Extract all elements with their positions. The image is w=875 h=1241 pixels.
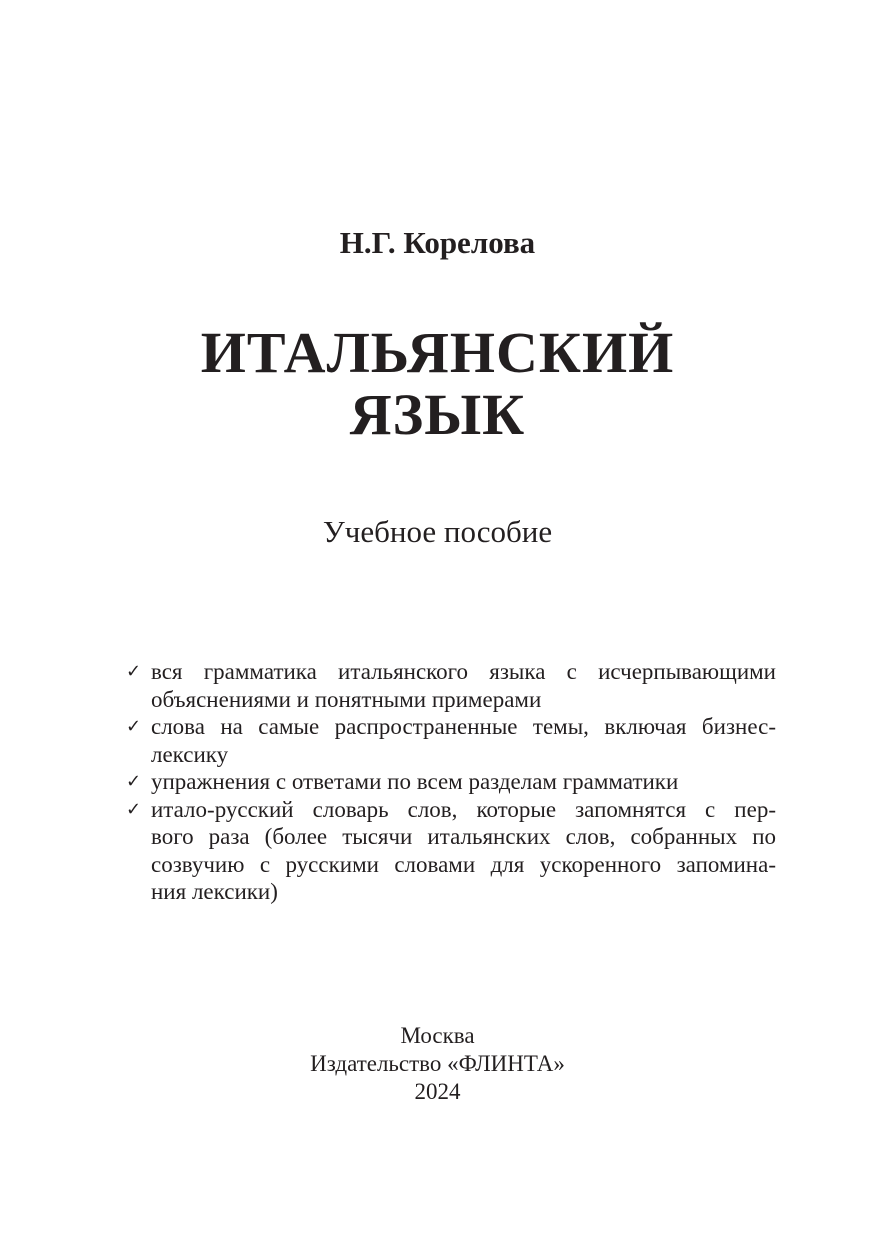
imprint xyxy=(0,1022,875,1106)
feature-text-line: слова на самые распространенные темы, включая бизнес- xyxy=(151,714,776,739)
imprint-year: 2024 xyxy=(414,1079,461,1104)
book-title-line-2: ЯЗЫК xyxy=(349,382,526,447)
feature-item-grammar xyxy=(126,658,776,713)
feature-text-line: объяснениями и понятными примерами xyxy=(151,686,542,712)
checkmark-icon: ✓ xyxy=(126,661,142,682)
feature-text-line: лексику xyxy=(151,741,229,767)
checkmark-icon: ✓ xyxy=(126,798,142,820)
feature-item-dictionary xyxy=(126,796,776,906)
book-title-line-1: ИТАЛЬЯНСКИЙ xyxy=(200,320,675,385)
feature-list xyxy=(126,658,776,906)
feature-item-vocabulary xyxy=(126,713,776,768)
book-title xyxy=(0,322,875,446)
imprint-publisher: Издательство «ФЛИНТА» xyxy=(310,1051,565,1076)
feature-text-line: упражнения с ответами по всем разделам грамматики xyxy=(151,769,679,794)
book-subtitle: Учебное пособие xyxy=(322,514,553,549)
checkmark-icon: ✓ xyxy=(126,716,142,737)
imprint-city: Москва xyxy=(400,1023,475,1048)
feature-text-line: созвучию с русскими словами для ускоренного запомина- xyxy=(151,851,776,877)
feature-text-line: вся грамматика итальянского языка с исчерпывающими xyxy=(151,659,776,684)
checkmark-icon: ✓ xyxy=(126,771,142,792)
feature-text-line: итало-русский словарь слов, которые запомнятся с пер- xyxy=(151,796,776,822)
feature-item-exercises xyxy=(126,768,776,796)
feature-text-line: ния лексики) xyxy=(151,879,278,904)
author-name: Н.Г. Корелова xyxy=(339,225,536,260)
feature-text-line: вого раза (более тысячи итальянских слов, собранных по xyxy=(151,824,776,849)
